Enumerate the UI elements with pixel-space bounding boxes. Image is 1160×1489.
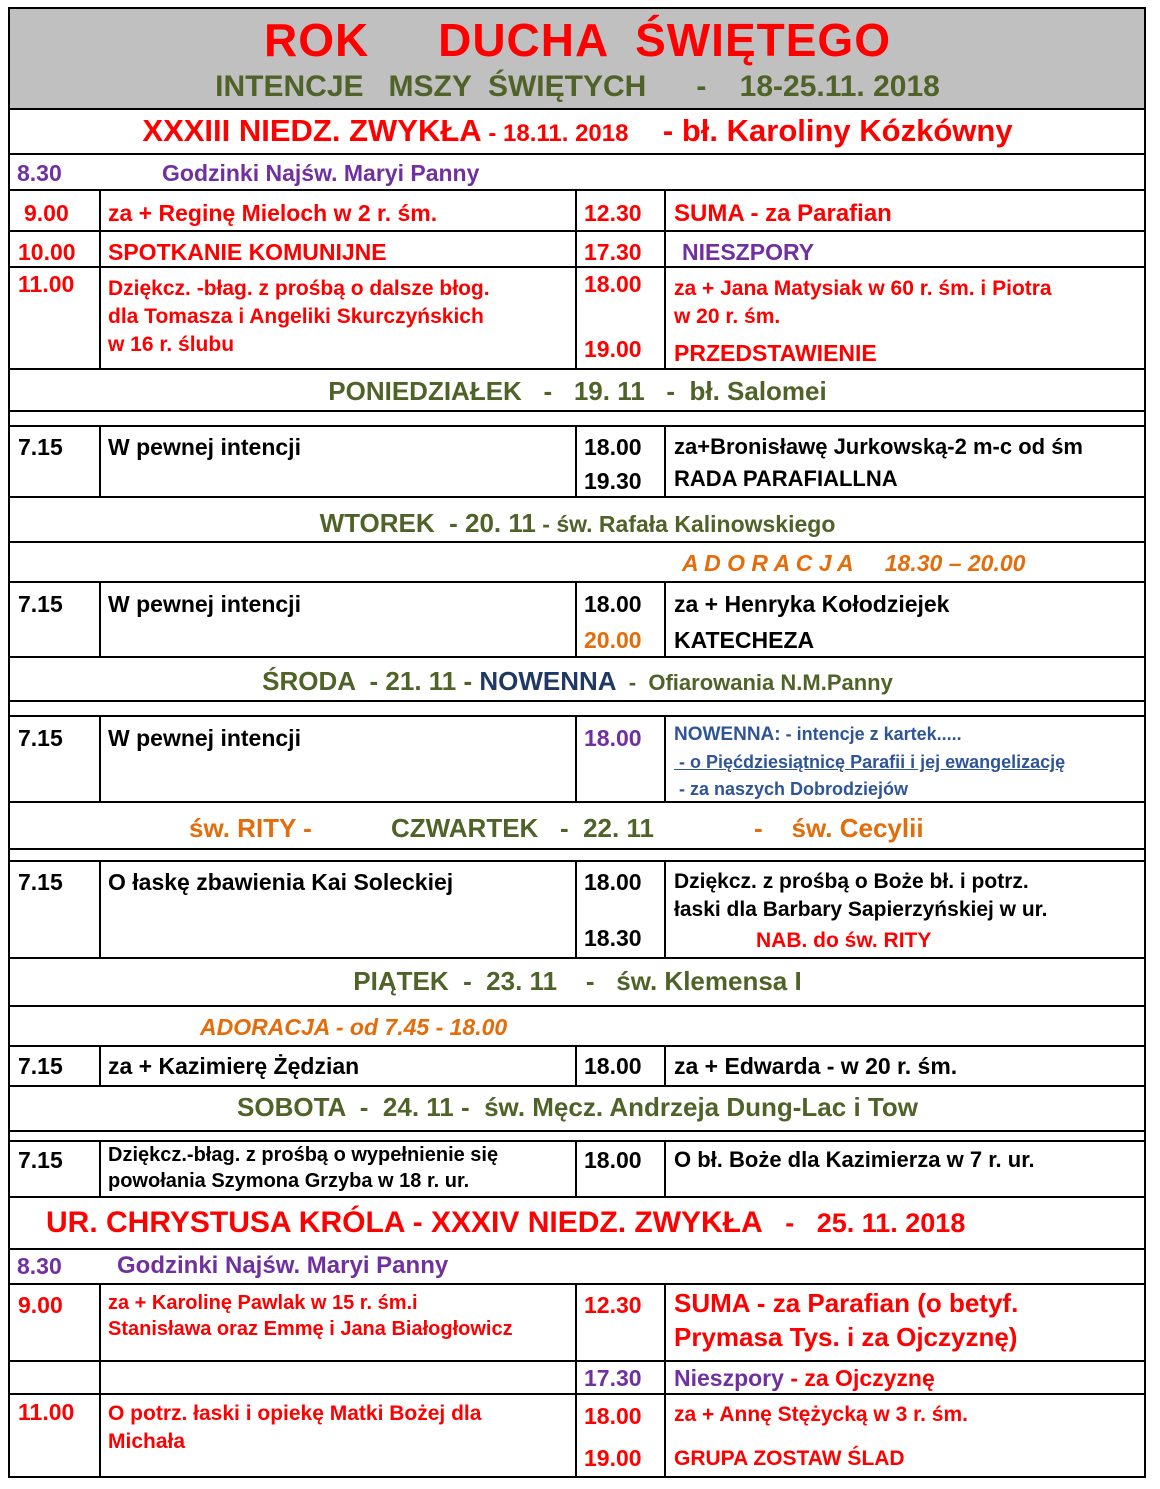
tuesday-right-time: 18.00 <box>584 591 642 617</box>
wednesday-left-intention: W pewnej intencji <box>108 725 301 751</box>
monday-right-time: 18.00 <box>584 434 642 460</box>
sunday2-godzinki-text: Godzinki Najśw. Maryi Panny <box>117 1252 449 1279</box>
sunday1-heading-saint: - bł. Karoliny Kózkówny <box>628 113 1013 148</box>
divider <box>9 153 1146 155</box>
friday-adoracja: ADORACJA - od 7.45 - 18.00 <box>200 1014 508 1040</box>
sunday1-heading-title: XXXIII NIEDZ. ZWYKŁA <box>142 113 482 148</box>
wednesday-nowenna-label: NOWENNA: <box>674 724 781 745</box>
column-divider <box>99 581 101 656</box>
divider <box>9 1248 1146 1250</box>
column-divider <box>664 425 666 496</box>
sunday1-left-intention: dla Tomasza i Angeliki Skurczyńskich <box>108 305 484 328</box>
sunday1-right-time: 19.00 <box>584 336 642 362</box>
sunday1-right-intention: PRZEDSTAWIENIE <box>674 340 877 366</box>
column-divider <box>99 189 101 368</box>
sunday1-right-time: 12.30 <box>584 200 642 226</box>
sunday1-left-time: 9.00 <box>24 200 69 226</box>
sunday2-left-intention: O potrz. łaski i opiekę Matki Bożej dla <box>108 1402 482 1425</box>
tuesday-adoracja: A D O R A C J A 18.30 – 20.00 <box>682 550 1026 576</box>
saturday-right-time: 18.00 <box>584 1147 642 1173</box>
sunday1-left-intention: w 16 r. ślubu <box>108 333 235 356</box>
sunday1-godzinki-time: 8.30 <box>17 160 62 186</box>
sunday2-right-intention: GRUPA ZOSTAW ŚLAD <box>674 1447 905 1470</box>
wednesday-nowenna-text: - o Pięćdziesiątnicę Parafii i jej ewangelizację <box>674 752 1066 772</box>
column-divider <box>664 860 666 957</box>
wednesday-heading-day: ŚRODA - 21. 11 - <box>262 666 480 696</box>
divider <box>9 1393 1146 1395</box>
divider <box>9 715 1146 717</box>
divider <box>9 1360 1146 1362</box>
sunday1-left-intention: za + Reginę Mieloch w 2 r. śm. <box>108 200 438 226</box>
sunday2-right-time: 18.00 <box>584 1403 642 1429</box>
page-subtitle: INTENCJE MSZY ŚWIĘTYCH - 18-25.11. 2018 <box>215 70 940 103</box>
sunday1-right-intention: NIESZPORY <box>682 239 815 265</box>
column-divider <box>99 425 101 496</box>
sunday1-right-time: 17.30 <box>584 239 642 265</box>
sunday2-right-intention <box>674 1365 935 1391</box>
divider <box>9 108 1146 110</box>
monday-left-time: 7.15 <box>18 434 63 460</box>
sunday2-godzinki-time: 8.30 <box>17 1253 62 1279</box>
column-divider <box>99 715 101 801</box>
thursday-right-intention: łaski dla Barbary Sapierzyńskiej w ur. <box>674 898 1048 921</box>
divider <box>9 1085 1146 1087</box>
friday-left-intention: za + Kazimierę Żędzian <box>108 1053 360 1079</box>
saturday-left-intention: powołania Szymona Grzyba w 18 r. ur. <box>108 1170 470 1192</box>
friday-heading: PIĄTEK - 23. 11 - św. Klemensa I <box>353 966 802 996</box>
divider <box>9 1005 1146 1007</box>
tuesday-heading-saint: - św. Rafała Kalinowskiego <box>535 511 836 537</box>
sunday2-heading-date: - 25. 11. 2018 <box>762 1208 966 1238</box>
friday-right-intention: za + Edwarda - w 20 r. śm. <box>674 1053 958 1079</box>
divider <box>9 368 1146 370</box>
thursday-right-intention: NAB. do św. RITY <box>756 929 932 952</box>
wednesday-heading-nowenna: NOWENNA <box>479 666 617 696</box>
sunday2-left-intention: Michała <box>108 1430 186 1453</box>
sunday2-left-intention: Stanisława oraz Emmę i Jana Białogłowicz <box>108 1318 513 1340</box>
monday-right-intention: RADA PARAFIALLNA <box>674 466 898 491</box>
column-divider <box>99 1140 101 1196</box>
divider <box>9 1140 1146 1142</box>
column-divider <box>575 189 577 368</box>
wednesday-left-time: 7.15 <box>18 725 63 751</box>
wednesday-heading-feast: - Ofiarowania N.M.Panny <box>616 670 893 695</box>
divider <box>9 1283 1146 1285</box>
divider <box>9 189 1146 191</box>
column-divider <box>575 1045 577 1085</box>
wednesday-nowenna-text: - za naszych Dobrodziejów <box>674 779 909 799</box>
sunday2-right-intention: za + Annę Stężycką w 3 r. śm. <box>674 1403 968 1426</box>
sunday2-heading <box>46 1206 965 1241</box>
tuesday-right-time: 20.00 <box>584 627 642 653</box>
sunday1-left-time: 10.00 <box>18 239 76 265</box>
divider <box>9 425 1146 427</box>
tuesday-heading <box>9 509 1146 539</box>
divider <box>9 581 1146 583</box>
monday-right-time: 19.30 <box>584 468 642 494</box>
sunday2-heading-title: UR. CHRYSTUSA KRÓLA - XXXIV NIEDZ. ZWYKŁA <box>46 1206 763 1239</box>
tuesday-right-intention: za + Henryka Kołodziejek <box>674 591 950 617</box>
divider <box>9 801 1146 803</box>
sunday1-right-intention: w 20 r. śm. <box>674 305 781 328</box>
divider <box>9 496 1146 498</box>
thursday-heading-saint: - św. Cecylii <box>754 813 924 843</box>
column-divider <box>575 860 577 957</box>
thursday-right-time: 18.30 <box>584 925 642 951</box>
wednesday-right-time: 18.00 <box>584 725 642 751</box>
divider <box>9 1196 1146 1198</box>
divider <box>9 410 1146 412</box>
divider <box>9 541 1146 543</box>
thursday-left-intention: O łaskę zbawienia Kai Soleckiej <box>108 869 454 895</box>
sunday2-left-intention: za + Karolinę Pawlak w 15 r. śm.i <box>108 1292 418 1314</box>
sunday1-right-time: 18.00 <box>584 271 642 297</box>
sunday1-right-intention: SUMA - za Parafian <box>674 200 892 227</box>
sunday2-right-intention: SUMA - za Parafian (o betyf. <box>674 1288 1019 1318</box>
sunday1-left-intention: Dziękcz. -błag. z prośbą o dalsze błog. <box>108 277 490 300</box>
divider <box>9 860 1146 862</box>
sunday2-right-time: 19.00 <box>584 1445 642 1471</box>
sunday2-right-intention: Prymasa Tys. i za Ojczyznę) <box>674 1322 1018 1352</box>
monday-heading: PONIEDZIAŁEK - 19. 11 - bł. Salomei <box>328 376 827 406</box>
column-divider <box>664 189 666 368</box>
wednesday-nowenna-text: - intencje z kartek..... <box>780 724 962 744</box>
saturday-left-time: 7.15 <box>18 1147 63 1173</box>
sunday1-left-intention: SPOTKANIE KOMUNIJNE <box>108 239 387 265</box>
sunday1-heading-date: - 18.11. 2018 <box>481 120 629 147</box>
sunday1-right-intention: za + Jana Matysiak w 60 r. śm. i Piotra <box>674 277 1052 300</box>
saturday-left-intention: Dziękcz.-błag. z prośbą o wypełnienie się <box>108 1144 499 1166</box>
column-divider <box>664 581 666 656</box>
monday-right-intention: za+Bronisławę Jurkowską-2 m-c od śm <box>674 434 1083 459</box>
column-divider <box>664 1283 666 1478</box>
saturday-heading: SOBOTA - 24. 11 - św. Męcz. Andrzeja Dung-Lac i Tow <box>237 1092 918 1122</box>
divider <box>9 656 1146 658</box>
tuesday-right-intention: KATECHEZA <box>674 627 815 653</box>
wednesday-heading <box>9 667 1146 697</box>
thursday-heading-day: CZWARTEK - 22. 11 <box>391 813 654 843</box>
thursday-left-time: 7.15 <box>18 869 63 895</box>
sunday2-left-time: 9.00 <box>18 1292 63 1318</box>
friday-right-time: 18.00 <box>584 1053 642 1079</box>
tuesday-left-intention: W pewnej intencji <box>108 591 301 617</box>
column-divider <box>575 715 577 801</box>
column-divider <box>99 1045 101 1085</box>
divider <box>9 230 1146 232</box>
divider <box>9 700 1146 702</box>
friday-left-time: 7.15 <box>18 1053 63 1079</box>
divider <box>9 957 1146 959</box>
saturday-right-intention: O bł. Boże dla Kazimierza w 7 r. ur. <box>674 1147 1035 1172</box>
divider <box>9 1130 1146 1132</box>
divider <box>9 1045 1146 1047</box>
sunday2-nieszpory-text: - za Ojczyznę <box>783 1365 935 1391</box>
column-divider <box>575 1140 577 1196</box>
monday-left-intention: W pewnej intencji <box>108 434 301 460</box>
wednesday-nowenna-line <box>674 724 962 746</box>
sunday2-nieszpory-label: Nieszpory <box>674 1365 784 1391</box>
sunday1-left-time: 11.00 <box>18 271 75 297</box>
sunday1-heading <box>9 113 1146 149</box>
column-divider <box>664 715 666 801</box>
thursday-heading-rita: św. RITY - <box>189 813 312 843</box>
column-divider <box>575 1283 577 1478</box>
tuesday-heading-day: WTOREK - 20. 11 <box>319 508 536 538</box>
divider <box>9 266 1146 268</box>
column-divider <box>664 1045 666 1085</box>
column-divider <box>99 1283 101 1478</box>
column-divider <box>575 581 577 656</box>
sunday2-right-time: 12.30 <box>584 1292 642 1318</box>
divider <box>9 848 1146 850</box>
sunday1-godzinki-text: Godzinki Najśw. Maryi Panny <box>162 160 480 186</box>
thursday-right-intention: Dziękcz. z prośbą o Boże bł. i potrz. <box>674 870 1029 893</box>
column-divider <box>99 860 101 957</box>
sunday2-left-time: 11.00 <box>18 1399 75 1425</box>
tuesday-left-time: 7.15 <box>18 591 63 617</box>
column-divider <box>575 425 577 496</box>
page-title: ROK DUCHA ŚWIĘTEGO <box>264 14 891 66</box>
thursday-right-time: 18.00 <box>584 869 642 895</box>
sunday2-right-time: 17.30 <box>584 1365 642 1391</box>
column-divider <box>664 1140 666 1196</box>
